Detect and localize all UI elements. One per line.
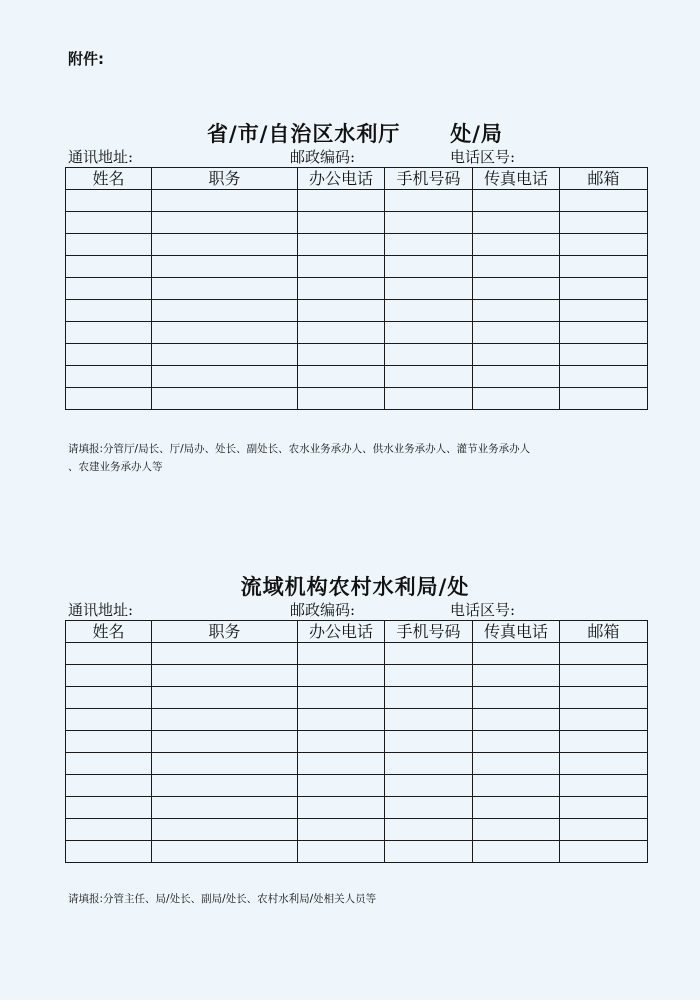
cell-position[interactable] [152,366,298,388]
table-header-row [66,168,648,190]
cell-name[interactable] [66,797,152,819]
cell-email[interactable] [560,366,648,388]
cell-email[interactable] [560,819,648,841]
section1-fill-note [68,440,658,476]
cell-position[interactable] [152,797,298,819]
cell-fax[interactable] [473,665,560,687]
header-position: 职务 [152,168,298,190]
table-row [66,366,648,388]
cell-position[interactable] [152,731,298,753]
cell-office-phone[interactable] [298,344,385,366]
cell-fax[interactable] [473,190,560,212]
cell-name[interactable] [66,256,152,278]
cell-name[interactable] [66,388,152,410]
table-row [66,841,648,863]
cell-office-phone[interactable] [298,753,385,775]
cell-fax[interactable] [473,687,560,709]
cell-email[interactable] [560,775,648,797]
cell-office-phone[interactable] [298,731,385,753]
cell-email[interactable] [560,388,648,410]
cell-position[interactable] [152,775,298,797]
cell-name[interactable] [66,775,152,797]
cell-email[interactable] [560,841,648,863]
cell-position[interactable] [152,256,298,278]
cell-position[interactable] [152,819,298,841]
cell-fax[interactable] [473,797,560,819]
cell-office-phone[interactable] [298,234,385,256]
cell-fax[interactable] [473,212,560,234]
cell-fax[interactable] [473,841,560,863]
cell-position[interactable] [152,190,298,212]
header-office-phone: 办公电话 [298,621,385,643]
cell-office-phone[interactable] [298,709,385,731]
header-mobile: 手机号码 [385,168,473,190]
cell-email[interactable] [560,709,648,731]
section1-postcode-label: 邮政编码: [290,148,356,166]
cell-mobile[interactable] [385,278,473,300]
header-office-phone: 办公电话 [298,168,385,190]
cell-fax[interactable] [473,775,560,797]
cell-office-phone[interactable] [298,366,385,388]
section2-contact-table [65,620,648,863]
cell-position[interactable] [152,388,298,410]
cell-mobile[interactable] [385,797,473,819]
cell-position[interactable] [152,841,298,863]
cell-fax[interactable] [473,366,560,388]
cell-office-phone[interactable] [298,322,385,344]
cell-office-phone[interactable] [298,643,385,665]
table-row [66,709,648,731]
cell-name[interactable] [66,841,152,863]
cell-fax[interactable] [473,300,560,322]
cell-mobile[interactable] [385,687,473,709]
cell-fax[interactable] [473,256,560,278]
section1-title: 省/市/自治区水利厅 处/局 [207,122,503,146]
cell-fax[interactable] [473,322,560,344]
section2-title: 流域机构农村水利局/处 [240,575,470,599]
header-email: 邮箱 [560,621,648,643]
cell-office-phone[interactable] [298,775,385,797]
cell-office-phone[interactable] [298,388,385,410]
table-row [66,278,648,300]
section1-address-label: 通讯地址: [68,148,134,166]
cell-office-phone[interactable] [298,841,385,863]
section2-table-body [66,643,648,863]
cell-email[interactable] [560,797,648,819]
cell-office-phone[interactable] [298,300,385,322]
section2-address-label: 通讯地址: [68,601,134,619]
header-name: 姓名 [66,621,152,643]
cell-mobile[interactable] [385,344,473,366]
cell-position[interactable] [152,753,298,775]
table-row [66,819,648,841]
header-email: 邮箱 [560,168,648,190]
cell-name[interactable] [66,665,152,687]
table-row [66,322,648,344]
header-mobile: 手机号码 [385,621,473,643]
table-row [66,753,648,775]
cell-email[interactable] [560,212,648,234]
cell-mobile[interactable] [385,388,473,410]
header-name: 姓名 [66,168,152,190]
table-row [66,234,648,256]
table-row [66,797,648,819]
cell-name[interactable] [66,819,152,841]
cell-name[interactable] [66,300,152,322]
cell-email[interactable] [560,278,648,300]
cell-office-phone[interactable] [298,278,385,300]
cell-email[interactable] [560,234,648,256]
cell-office-phone[interactable] [298,687,385,709]
cell-name[interactable] [66,322,152,344]
cell-email[interactable] [560,753,648,775]
cell-name[interactable] [66,278,152,300]
section1-area-code-label: 电话区号: [450,148,516,166]
cell-email[interactable] [560,344,648,366]
cell-name[interactable] [66,709,152,731]
cell-fax[interactable] [473,234,560,256]
cell-mobile[interactable] [385,709,473,731]
section1-note-line2: 、农建业务承办人等 [68,461,163,473]
section1-note-line1: 请填报:分管厅/局长、厅/局办、处长、副处长、农水业务承办人、供水业务承办人、灌节业务承办人 [68,443,531,455]
table-row [66,190,648,212]
table-row [66,665,648,687]
cell-fax[interactable] [473,388,560,410]
cell-fax[interactable] [473,753,560,775]
cell-name[interactable] [66,366,152,388]
cell-mobile[interactable] [385,731,473,753]
cell-mobile[interactable] [385,775,473,797]
cell-position[interactable] [152,322,298,344]
header-position: 职务 [152,621,298,643]
cell-email[interactable] [560,300,648,322]
cell-email[interactable] [560,731,648,753]
cell-office-phone[interactable] [298,797,385,819]
cell-fax[interactable] [473,278,560,300]
cell-position[interactable] [152,665,298,687]
cell-name[interactable] [66,212,152,234]
table-row [66,256,648,278]
cell-email[interactable] [560,665,648,687]
cell-fax[interactable] [473,709,560,731]
table-row [66,775,648,797]
cell-mobile[interactable] [385,190,473,212]
section2-area-code-label: 电话区号: [450,601,516,619]
table-row [66,731,648,753]
cell-position[interactable] [152,278,298,300]
cell-mobile[interactable] [385,300,473,322]
cell-name[interactable] [66,190,152,212]
attachment-label: 附件: [68,50,104,68]
table-row [66,687,648,709]
cell-office-phone[interactable] [298,665,385,687]
table-row [66,344,648,366]
cell-mobile[interactable] [385,322,473,344]
cell-position[interactable] [152,344,298,366]
cell-name[interactable] [66,753,152,775]
table-row [66,300,648,322]
cell-office-phone[interactable] [298,819,385,841]
cell-position[interactable] [152,643,298,665]
section1-contact-table [65,167,648,410]
cell-name[interactable] [66,344,152,366]
cell-fax[interactable] [473,344,560,366]
cell-mobile[interactable] [385,256,473,278]
cell-position[interactable] [152,234,298,256]
cell-mobile[interactable] [385,212,473,234]
cell-email[interactable] [560,190,648,212]
cell-fax[interactable] [473,819,560,841]
cell-email[interactable] [560,256,648,278]
table-row [66,643,648,665]
cell-office-phone[interactable] [298,212,385,234]
cell-name[interactable] [66,234,152,256]
cell-position[interactable] [152,212,298,234]
cell-mobile[interactable] [385,643,473,665]
table-row [66,388,648,410]
cell-position[interactable] [152,300,298,322]
section2-postcode-label: 邮政编码: [290,601,356,619]
cell-name[interactable] [66,643,152,665]
cell-mobile[interactable] [385,665,473,687]
header-fax: 传真电话 [473,168,560,190]
cell-position[interactable] [152,687,298,709]
section2-note-line1: 请填报:分管主任、局/处长、副局/处长、农村水利局/处相关人员等 [68,893,377,905]
cell-email[interactable] [560,322,648,344]
cell-email[interactable] [560,643,648,665]
cell-mobile[interactable] [385,234,473,256]
cell-position[interactable] [152,709,298,731]
cell-mobile[interactable] [385,753,473,775]
cell-fax[interactable] [473,643,560,665]
section1-contact-info-row [68,146,648,166]
cell-office-phone[interactable] [298,190,385,212]
header-fax: 传真电话 [473,621,560,643]
cell-mobile[interactable] [385,819,473,841]
cell-mobile[interactable] [385,841,473,863]
table-row [66,212,648,234]
cell-mobile[interactable] [385,366,473,388]
cell-fax[interactable] [473,731,560,753]
cell-name[interactable] [66,687,152,709]
cell-email[interactable] [560,687,648,709]
section2-contact-info-row [68,599,648,619]
section2-fill-note [68,890,658,908]
cell-name[interactable] [66,731,152,753]
table-header-row [66,621,648,643]
section1-table-body [66,190,648,410]
cell-office-phone[interactable] [298,256,385,278]
